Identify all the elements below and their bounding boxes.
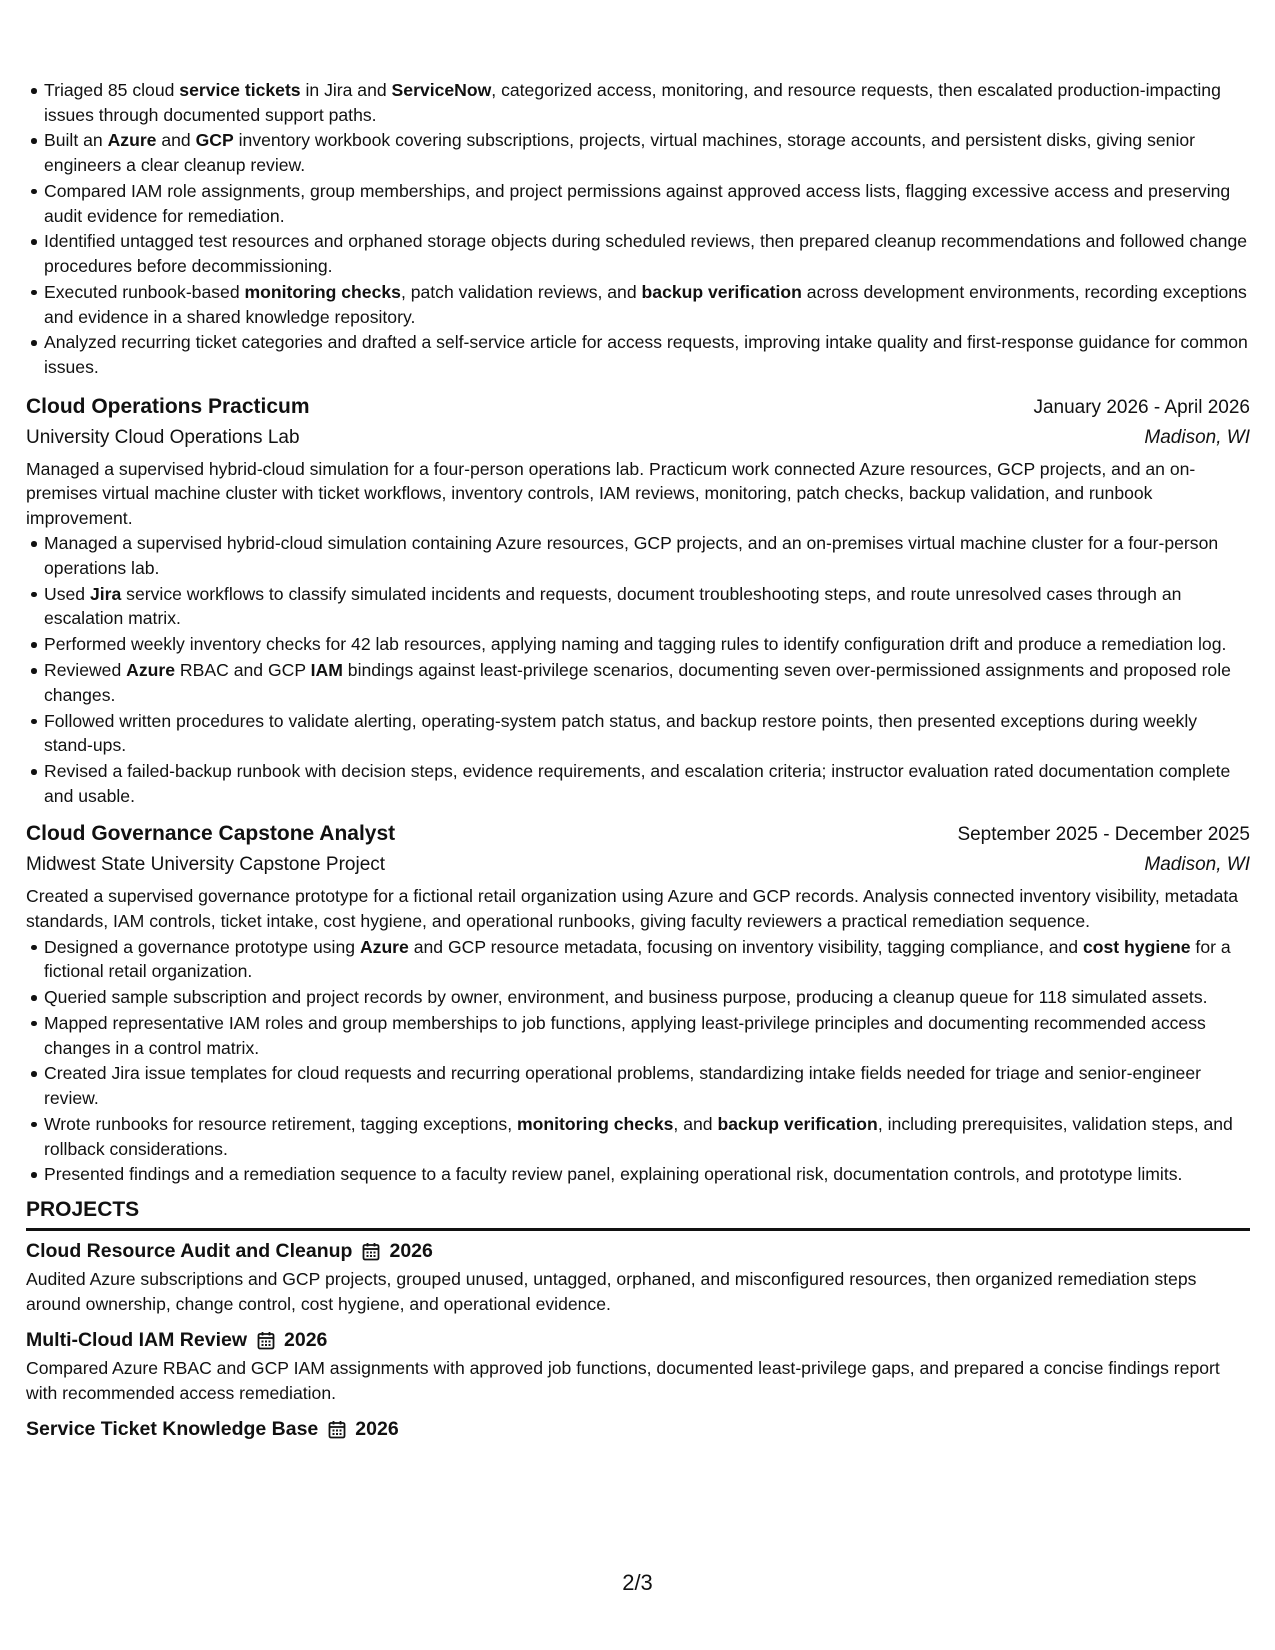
- resume-page: [26, 78, 1250, 1443]
- calendar-icon: [257, 1331, 275, 1350]
- bold-keyword: service tickets: [179, 80, 301, 100]
- project-year: 2026: [355, 1418, 399, 1441]
- project-year: 2026: [389, 1240, 433, 1263]
- experience-bullet-list: [26, 78, 1250, 380]
- entry-subheader: [26, 850, 1250, 880]
- role-dates: January 2026 - April 2026: [1033, 396, 1250, 418]
- projects-section-title: PROJECTS: [26, 1195, 1250, 1231]
- project-description: Compared Azure RBAC and GCP IAM assignments with approved job functions, documented least-privilege gaps, and prepared a concise findings report with recommended access remediation.: [26, 1358, 1220, 1403]
- project-description: Audited Azure subscriptions and GCP projects, grouped unused, untagged, orphaned, and misconfigured resources, then organized remediation steps around ownership, change control, cost hygiene, and operational evidence.: [26, 1269, 1197, 1314]
- bullet-item: Managed a supervised hybrid-cloud simulation containing Azure resources, GCP projects, and an on-premises virtual machine cluster for a four-person operations lab.: [44, 531, 1250, 580]
- entry-subheader: [26, 423, 1250, 453]
- experience-entry: [26, 392, 1250, 809]
- project-header: [26, 1237, 1250, 1265]
- bullet-item: Presented findings and a remediation sequence to a faculty review panel, explaining operational risk, documentation controls, and prototype limits.: [44, 1162, 1250, 1187]
- bullet-item: Performed weekly inventory checks for 42 lab resources, applying naming and tagging rules to identify configuration drift and produce a remediation log.: [44, 632, 1250, 657]
- bullet-item: Identified untagged test resources and orphaned storage objects during scheduled reviews, then prepared cleanup recommendations and followed change procedures before decommissioning.: [44, 229, 1250, 278]
- experience-entry: [26, 819, 1250, 1187]
- entry-header: [26, 819, 1250, 850]
- bullet-item: Compared IAM role assignments, group memberships, and project permissions against approved access lists, flagging excessive access and preserving audit evidence for remediation.: [44, 179, 1250, 228]
- entry-header: [26, 392, 1250, 423]
- entry-bullet-list: [26, 531, 1250, 808]
- bullet-item: Triaged 85 cloud service tickets in Jira and ServiceNow, categorized access, monitoring, and resource requests, then escalated production-impacting issues through documented support paths.: [44, 78, 1250, 127]
- bold-keyword: ServiceNow: [391, 80, 492, 100]
- bold-keyword: monitoring checks: [517, 1113, 674, 1134]
- bold-keyword: backup verification: [641, 281, 802, 302]
- bold-keyword: Azure: [107, 130, 157, 151]
- entry-bullet-list: [26, 935, 1250, 1187]
- bold-keyword: GCP: [195, 130, 234, 151]
- entry-summary: Managed a supervised hybrid-cloud simulation for a four-person operations lab. Practicum work connected Azure resources, GCP projects, and an on-premises virtual machine cluster with ticket workflows, inventory controls, IAM reviews, monitoring, patch checks, backup validation, and runbook improvement.: [26, 458, 1196, 528]
- bullet-item: Created Jira issue templates for cloud requests and recurring operational problems, standardizing intake fields needed for triage and senior-engineer review.: [44, 1061, 1250, 1110]
- location: Madison, WI: [1144, 854, 1250, 876]
- bold-keyword: backup verification: [717, 1113, 878, 1134]
- organization: University Cloud Operations Lab: [26, 426, 300, 448]
- bullet-item: Analyzed recurring ticket categories and drafted a self-service article for access requests, improving intake quality and first-response guidance for common issues.: [44, 330, 1250, 379]
- project-header: [26, 1415, 1250, 1443]
- bold-keyword: monitoring checks: [244, 281, 401, 302]
- bold-keyword: Azure: [359, 936, 409, 957]
- project-item: [26, 1237, 1250, 1316]
- calendar-icon: [362, 1242, 380, 1261]
- project-name: Cloud Resource Audit and Cleanup: [26, 1240, 353, 1263]
- location: Madison, WI: [1144, 426, 1250, 448]
- bullet-item: Executed runbook-based monitoring checks, patch validation reviews, and backup verification across development environments, recording exceptions and evidence in a shared knowledge repository.: [44, 280, 1250, 329]
- project-header: [26, 1326, 1250, 1354]
- calendar-icon: [328, 1420, 346, 1439]
- bullet-item: Built an Azure and GCP inventory workbook covering subscriptions, projects, virtual machines, storage accounts, and persistent disks, giving senior engineers a clear cleanup review.: [44, 128, 1250, 177]
- page-number: 2/3: [622, 1570, 653, 1595]
- bullet-item: Used Jira service workflows to classify simulated incidents and requests, document troubleshooting steps, and route unresolved cases through an escalation matrix.: [44, 582, 1250, 631]
- project-item: [26, 1415, 1250, 1443]
- projects-list: [26, 1237, 1250, 1443]
- role-dates: September 2025 - December 2025: [957, 824, 1250, 846]
- project-name: Multi-Cloud IAM Review: [26, 1329, 247, 1352]
- role-title: Cloud Operations Practicum: [26, 394, 310, 418]
- experience-entries: [26, 392, 1250, 1187]
- role-title: Cloud Governance Capstone Analyst: [26, 822, 396, 846]
- bullet-item: Followed written procedures to validate alerting, operating-system patch status, and backup restore points, then presented exceptions during weekly stand-ups.: [44, 709, 1250, 758]
- bullet-item: Reviewed Azure RBAC and GCP IAM bindings against least-privilege scenarios, documenting seven over-permissioned assignments and proposed role changes.: [44, 658, 1250, 707]
- bullet-item: Designed a governance prototype using Azure and GCP resource metadata, focusing on inventory visibility, tagging compliance, and cost hygiene for a fictional retail organization.: [44, 935, 1250, 984]
- bullet-item: Revised a failed-backup runbook with decision steps, evidence requirements, and escalation criteria; instructor evaluation rated documentation complete and usable.: [44, 759, 1250, 808]
- bold-keyword: cost hygiene: [1082, 936, 1191, 957]
- entry-summary: Created a supervised governance prototype for a fictional retail organization using Azure and GCP records. Analysis connected inventory visibility, metadata standards, IAM controls, ticket intake, cost hygiene, and operational runbooks, giving faculty reviewers a practical remediation sequence.: [26, 886, 1239, 931]
- project-name: Service Ticket Knowledge Base: [26, 1418, 319, 1441]
- bullet-item: Queried sample subscription and project records by owner, environment, and business purpose, producing a cleanup queue for 118 simulated assets.: [44, 985, 1250, 1010]
- bold-keyword: IAM: [310, 660, 343, 681]
- project-year: 2026: [284, 1329, 328, 1352]
- organization: Midwest State University Capstone Project: [26, 854, 386, 876]
- bullet-item: Wrote runbooks for resource retirement, tagging exceptions, monitoring checks, and backup verification, including prerequisites, validation steps, and rollback considerations.: [44, 1112, 1250, 1161]
- project-item: [26, 1326, 1250, 1405]
- bold-keyword: Jira: [89, 583, 122, 604]
- bullet-item: Mapped representative IAM roles and group memberships to job functions, applying least-privilege principles and documenting recommended access changes in a control matrix.: [44, 1011, 1250, 1060]
- bold-keyword: Azure: [126, 660, 176, 681]
